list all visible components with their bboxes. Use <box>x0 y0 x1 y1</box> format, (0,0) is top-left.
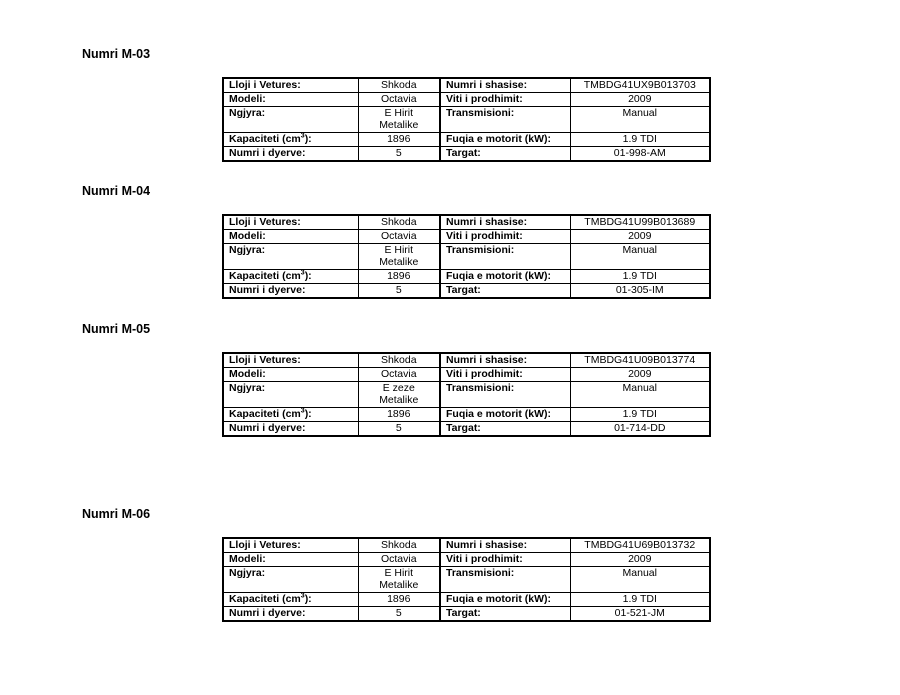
color-label: Ngjyra: <box>223 107 358 133</box>
type-value: Shkoda <box>358 353 440 368</box>
power-label: Fuqia e motorit (kW): <box>440 408 570 422</box>
power-value: 1.9 TDI <box>570 593 710 607</box>
year-value: 2009 <box>570 553 710 567</box>
color-line-2: Metalike <box>379 119 419 131</box>
table-row <box>223 382 710 408</box>
table-row <box>223 422 710 437</box>
capacity-label: Kapaciteti $(cm^3)$: <box>223 593 358 607</box>
table-row <box>223 567 710 593</box>
chassis-label: Numri i shasise: <box>440 215 570 230</box>
doors-label: Numri i dyerve: <box>223 607 358 622</box>
chassis-label: Numri i shasise: <box>440 353 570 368</box>
color-line-1: E Hirit <box>384 244 414 256</box>
type-value: Shkoda <box>358 78 440 93</box>
table-row <box>223 270 710 284</box>
plates-value: 01-521-JM <box>570 607 710 622</box>
color-line-2: Metalike <box>379 256 419 268</box>
table-row <box>223 593 710 607</box>
power-value: 1.9 TDI <box>570 270 710 284</box>
doors-label: Numri i dyerve: <box>223 422 358 437</box>
capacity-value: 1896 <box>358 133 440 147</box>
doors-value: 5 <box>358 607 440 622</box>
chassis-label: Numri i shasise: <box>440 78 570 93</box>
power-value: 1.9 TDI <box>570 133 710 147</box>
color-line-1: E zeze <box>382 382 415 394</box>
transmission-value: Manual <box>570 567 710 593</box>
vehicle-spec-table <box>222 352 711 437</box>
table-row <box>223 553 710 567</box>
vehicle-title: Numri M-04 <box>82 184 151 198</box>
doors-label: Numri i dyerve: <box>223 284 358 299</box>
year-label: Viti i prodhimit: <box>440 368 570 382</box>
type-label: Lloji i Vetures: <box>223 538 358 553</box>
capacity-label: Kapaciteti $(cm^3)$: <box>223 133 358 147</box>
capacity-value: 1896 <box>358 408 440 422</box>
chassis-value: TMBDG41U69B013732 <box>570 538 710 553</box>
color-line-1: E Hirit <box>384 567 414 579</box>
color-label: Ngjyra: <box>223 567 358 593</box>
color-value <box>358 567 440 593</box>
color-line-2: Metalike <box>379 394 419 406</box>
power-label: Fuqia e motorit (kW): <box>440 133 570 147</box>
chassis-value: TMBDG41U99B013689 <box>570 215 710 230</box>
transmission-value: Manual <box>570 382 710 408</box>
table-row <box>223 230 710 244</box>
color-label: Ngjyra: <box>223 244 358 270</box>
vehicle-title: Numri M-05 <box>82 322 151 336</box>
table-row <box>223 93 710 107</box>
table-row <box>223 538 710 553</box>
vehicle-title: Numri M-03 <box>82 47 151 61</box>
model-value: Octavia <box>358 368 440 382</box>
capacity-value: 1896 <box>358 593 440 607</box>
capacity-label: Kapaciteti $(cm^3)$: <box>223 408 358 422</box>
table-row <box>223 215 710 230</box>
model-value: Octavia <box>358 230 440 244</box>
plates-label: Targat: <box>440 422 570 437</box>
power-label: Fuqia e motorit (kW): <box>440 593 570 607</box>
type-label: Lloji i Vetures: <box>223 215 358 230</box>
year-label: Viti i prodhimit: <box>440 553 570 567</box>
type-label: Lloji i Vetures: <box>223 353 358 368</box>
table-row <box>223 368 710 382</box>
year-value: 2009 <box>570 368 710 382</box>
plates-value: 01-714-DD <box>570 422 710 437</box>
vehicle-spec-table <box>222 214 711 299</box>
year-value: 2009 <box>570 93 710 107</box>
transmission-label: Transmisioni: <box>440 107 570 133</box>
model-value: Octavia <box>358 553 440 567</box>
type-value: Shkoda <box>358 215 440 230</box>
power-value: 1.9 TDI <box>570 408 710 422</box>
doors-label: Numri i dyerve: <box>223 147 358 162</box>
transmission-label: Transmisioni: <box>440 244 570 270</box>
model-value: Octavia <box>358 93 440 107</box>
transmission-label: Transmisioni: <box>440 382 570 408</box>
plates-label: Targat: <box>440 607 570 622</box>
vehicle-title: Numri M-06 <box>82 507 151 521</box>
vehicle-spec-table <box>222 77 711 162</box>
model-label: Modeli: <box>223 368 358 382</box>
chassis-label: Numri i shasise: <box>440 538 570 553</box>
doors-value: 5 <box>358 422 440 437</box>
table-row <box>223 284 710 299</box>
transmission-value: Manual <box>570 244 710 270</box>
color-value <box>358 382 440 408</box>
model-label: Modeli: <box>223 230 358 244</box>
power-label: Fuqia e motorit (kW): <box>440 270 570 284</box>
capacity-label: Kapaciteti $(cm^3)$: <box>223 270 358 284</box>
table-row <box>223 244 710 270</box>
table-row <box>223 607 710 622</box>
doors-value: 5 <box>358 147 440 162</box>
plates-label: Targat: <box>440 147 570 162</box>
chassis-value: TMBDG41UX9B013703 <box>570 78 710 93</box>
type-label: Lloji i Vetures: <box>223 78 358 93</box>
color-label: Ngjyra: <box>223 382 358 408</box>
capacity-value: 1896 <box>358 270 440 284</box>
year-value: 2009 <box>570 230 710 244</box>
color-value <box>358 107 440 133</box>
transmission-value: Manual <box>570 107 710 133</box>
type-value: Shkoda <box>358 538 440 553</box>
table-row <box>223 408 710 422</box>
doors-value: 5 <box>358 284 440 299</box>
plates-value: 01-998-AM <box>570 147 710 162</box>
year-label: Viti i prodhimit: <box>440 230 570 244</box>
color-value <box>358 244 440 270</box>
color-line-1: E Hirit <box>384 107 414 119</box>
table-row <box>223 147 710 162</box>
plates-value: 01-305-IM <box>570 284 710 299</box>
model-label: Modeli: <box>223 553 358 567</box>
table-row <box>223 107 710 133</box>
plates-label: Targat: <box>440 284 570 299</box>
chassis-value: TMBDG41U09B013774 <box>570 353 710 368</box>
color-line-2: Metalike <box>379 579 419 591</box>
vehicle-spec-table <box>222 537 711 622</box>
year-label: Viti i prodhimit: <box>440 93 570 107</box>
table-row <box>223 78 710 93</box>
table-row <box>223 133 710 147</box>
table-row <box>223 353 710 368</box>
transmission-label: Transmisioni: <box>440 567 570 593</box>
model-label: Modeli: <box>223 93 358 107</box>
